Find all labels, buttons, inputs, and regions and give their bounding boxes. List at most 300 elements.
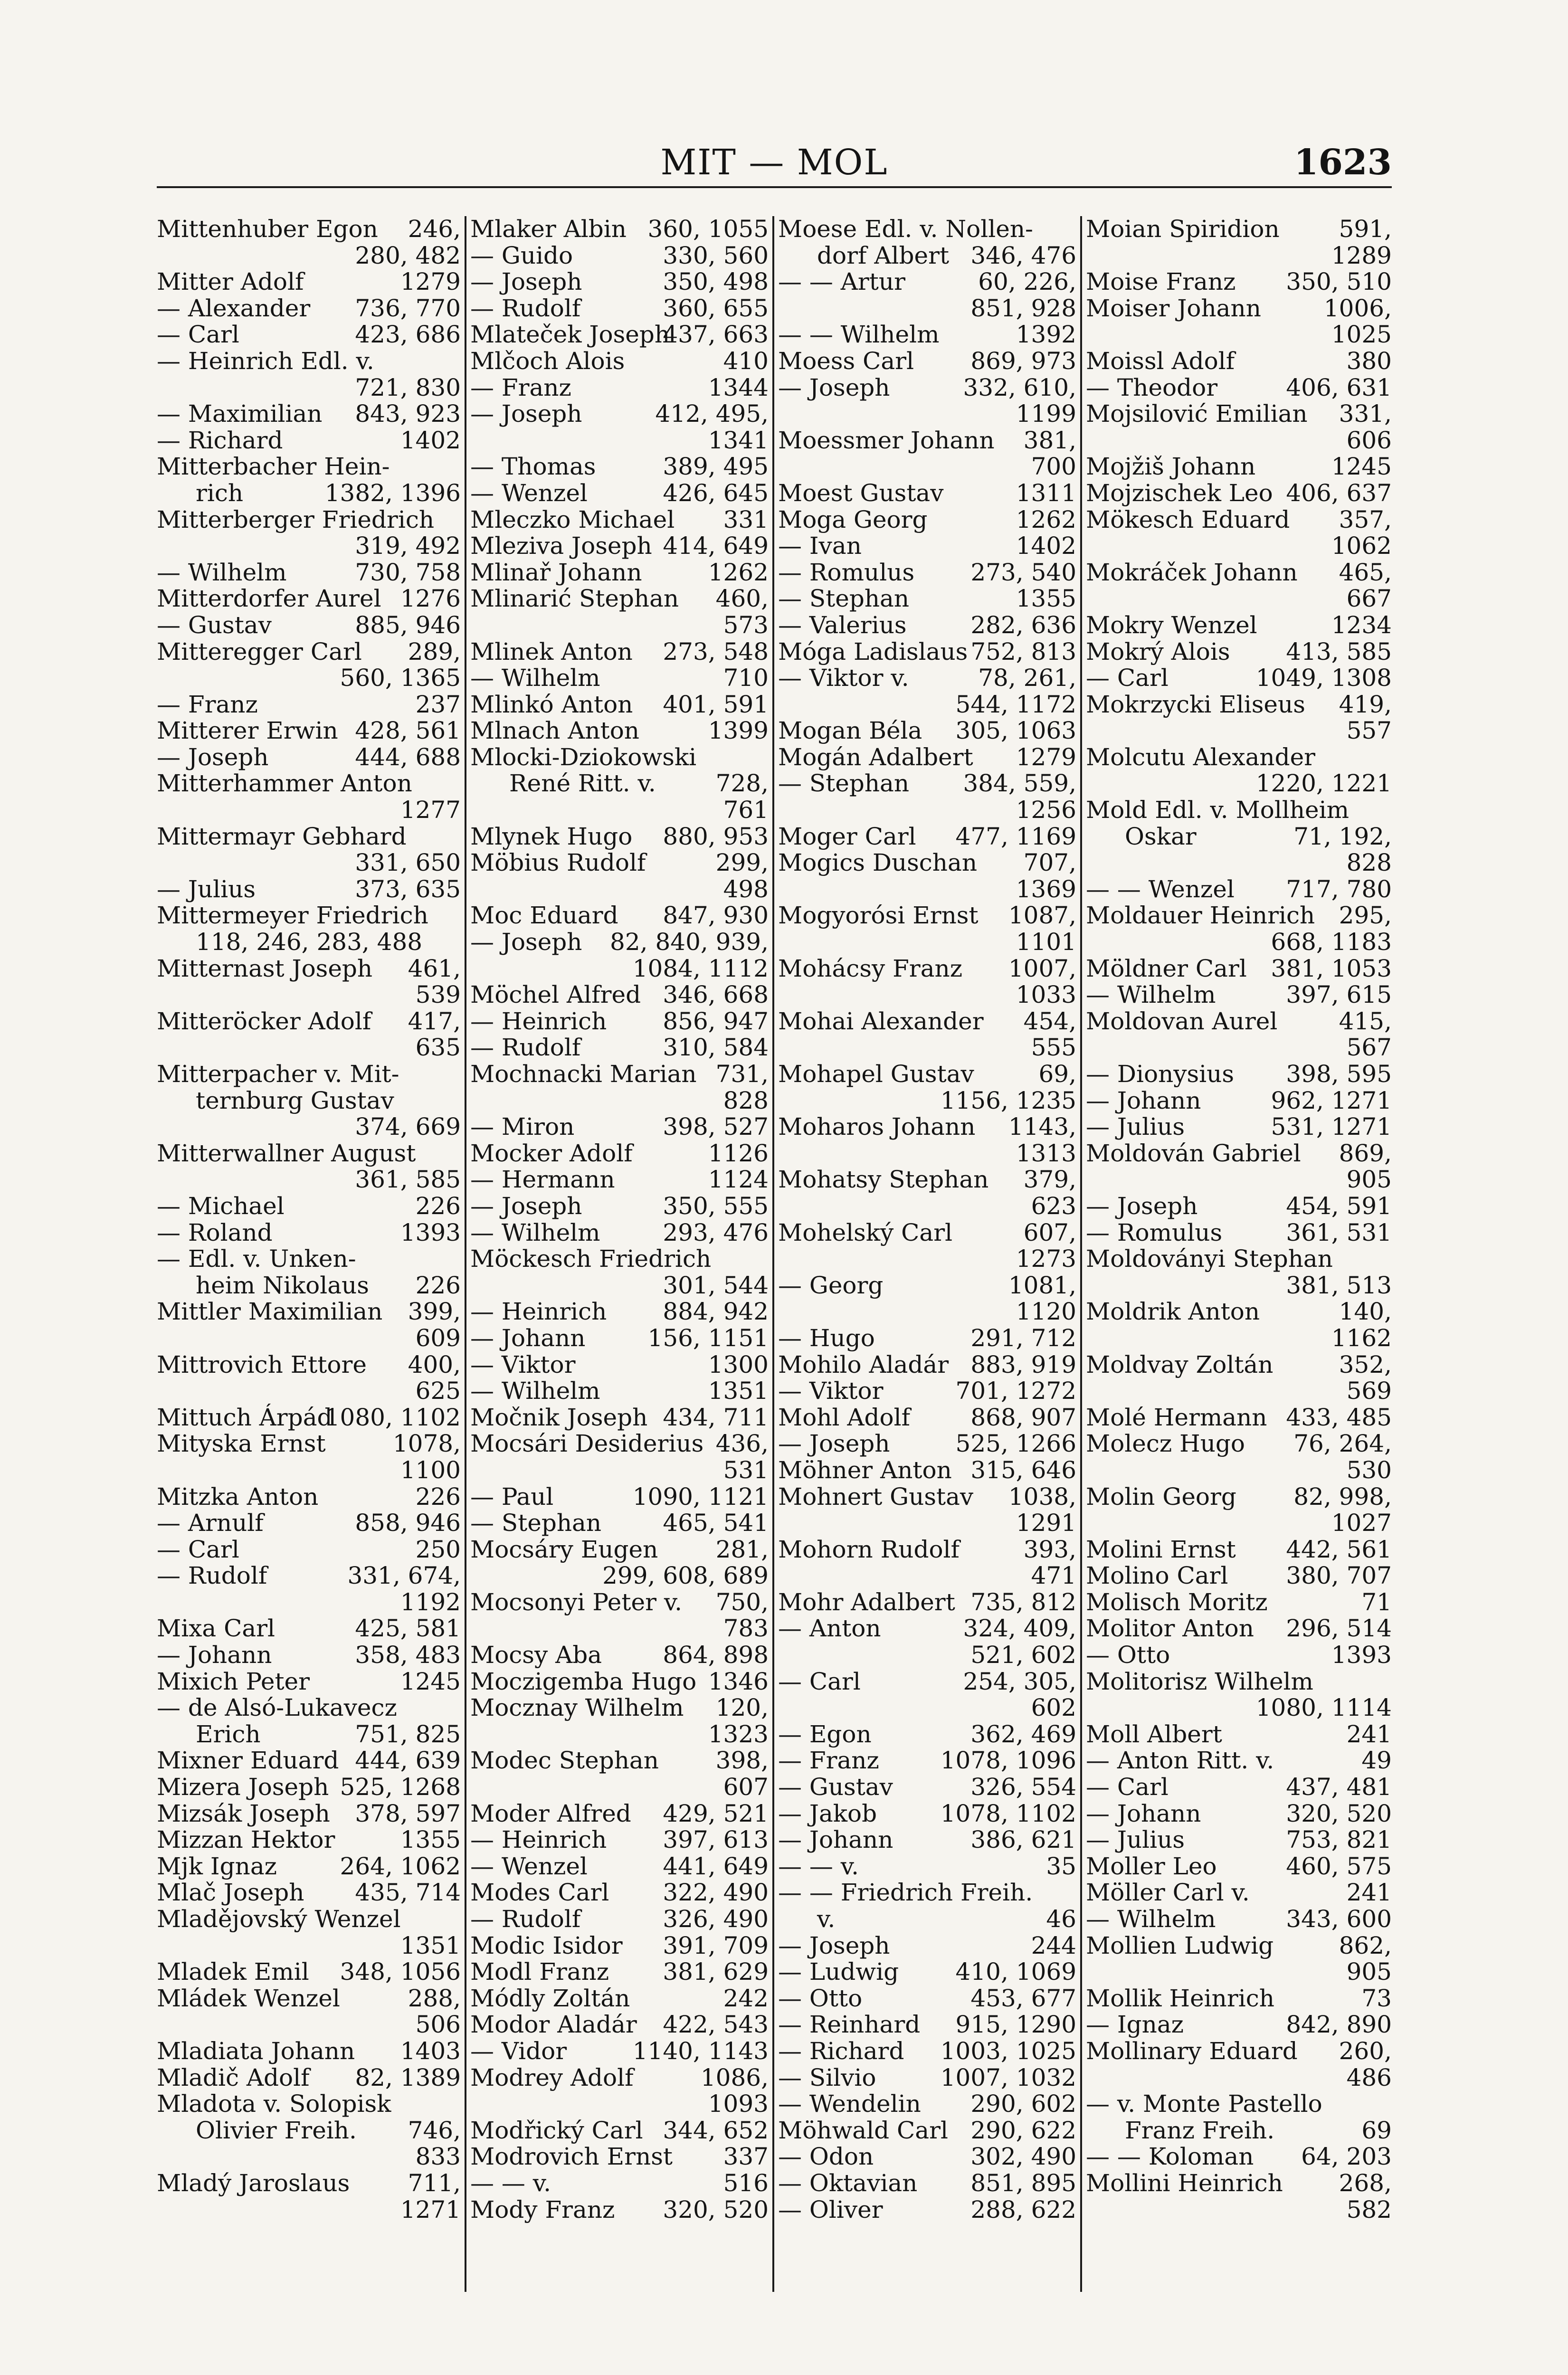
index-entry xyxy=(778,1008,1076,1035)
index-entry xyxy=(1086,2144,1392,2170)
entry-page-refs: 393, xyxy=(1023,1535,1076,1563)
entry-name: Mlaker Albin xyxy=(470,216,627,243)
entry-name: Mokráček Johann xyxy=(1086,558,1298,586)
index-entry xyxy=(1086,1035,1392,1061)
index-entry xyxy=(470,770,769,797)
entry-name: Moharos Johann xyxy=(778,1113,976,1141)
index-entry xyxy=(157,744,461,771)
entry-page-refs: 241 xyxy=(1346,1879,1392,1907)
entry-name: Mlinek Anton xyxy=(470,637,633,665)
entry-name: Mohácsy Franz xyxy=(778,954,963,982)
index-entry xyxy=(1086,1167,1392,1193)
entry-page-refs: 437, 663 xyxy=(663,321,769,349)
entry-name: Mittrovich Ettore xyxy=(157,1350,367,1378)
entry-page-refs: 735, 812 xyxy=(970,1588,1076,1616)
index-entry xyxy=(778,1537,1076,1563)
entry-page-refs: 78, 261, xyxy=(978,664,1076,692)
entry-name: Möckesch Friedrich xyxy=(470,1245,712,1273)
entry-page-refs: 361, 585 xyxy=(355,1166,461,1194)
entry-name: rich xyxy=(196,479,244,507)
entry-page-refs: 506 xyxy=(415,2011,461,2039)
index-entry xyxy=(1086,1325,1392,1352)
entry-name: Módly Zoltán xyxy=(470,1984,630,2012)
index-entry xyxy=(1086,507,1392,533)
entry-page-refs: 833 xyxy=(415,2143,461,2171)
entry-page-refs: 1003, 1025 xyxy=(940,2037,1076,2065)
index-entry xyxy=(470,2144,769,2170)
entry-name: — Wendelin xyxy=(778,2090,921,2118)
index-entry xyxy=(778,1167,1076,1193)
index-entry xyxy=(470,1405,769,1431)
entry-name: Mohai Alexander xyxy=(778,1007,984,1035)
column-divider xyxy=(772,216,774,2292)
entry-name: Móga Ladislaus xyxy=(778,637,968,665)
entry-page-refs: 378, 597 xyxy=(355,1799,461,1827)
entry-page-refs: 226 xyxy=(415,1192,461,1220)
entry-page-refs: 1273 xyxy=(1016,1245,1076,1273)
entry-name: Moldvay Zoltán xyxy=(1086,1350,1273,1378)
entry-name: — Gustav xyxy=(778,1773,893,1801)
entry-page-refs: 1078, xyxy=(392,1430,461,1458)
index-entry xyxy=(157,269,461,295)
entry-page-refs: 380, 707 xyxy=(1286,1562,1392,1590)
entry-page-refs: 381, 513 xyxy=(1286,1271,1392,1299)
entry-name: Mlocki-Dziokowski xyxy=(470,743,697,771)
entry-page-refs: 1262 xyxy=(708,558,769,586)
entry-page-refs: 1256 xyxy=(1016,796,1076,824)
index-entry xyxy=(157,1378,461,1405)
entry-page-refs: 461, xyxy=(408,954,461,982)
entry-name: — Wilhelm xyxy=(1086,1905,1216,1933)
entry-page-refs: 1277 xyxy=(400,796,461,824)
index-entry xyxy=(1086,1008,1392,1035)
index-entry xyxy=(1086,1748,1392,1774)
index-entry xyxy=(1086,560,1392,586)
entry-name: — — Koloman xyxy=(1086,2143,1254,2171)
entry-page-refs: 1393 xyxy=(400,1218,461,1246)
entry-name: Mohatsy Stephan xyxy=(778,1166,989,1194)
entry-name: — Carl xyxy=(157,1535,239,1563)
index-entry xyxy=(778,744,1076,771)
index-entry xyxy=(778,2012,1076,2038)
index-entry xyxy=(778,876,1076,903)
entry-name: — Georg xyxy=(778,1271,884,1299)
index-entry xyxy=(778,2038,1076,2065)
entry-name: Moese Edl. v. Nollen- xyxy=(778,216,1033,243)
index-entry xyxy=(778,216,1076,243)
entry-page-refs: 381, xyxy=(1023,426,1076,454)
entry-page-refs: 290, 622 xyxy=(970,2116,1076,2144)
entry-page-refs: 381, 1053 xyxy=(1271,954,1392,982)
entry-name: Moiser Johann xyxy=(1086,294,1261,322)
entry-page-refs: 319, 492 xyxy=(355,532,461,560)
entry-name: Mocznay Wilhelm xyxy=(470,1694,684,1722)
entry-page-refs: 120, xyxy=(715,1694,769,1722)
entry-page-refs: 226 xyxy=(415,1271,461,1299)
entry-page-refs: 471 xyxy=(1031,1562,1076,1590)
entry-page-refs: 226 xyxy=(415,1482,461,1510)
index-column-2 xyxy=(470,216,769,2292)
entry-page-refs: 299, xyxy=(715,849,769,877)
entry-page-refs: 1311 xyxy=(1016,479,1076,507)
index-entry xyxy=(470,1378,769,1405)
index-entry xyxy=(778,1615,1076,1642)
entry-page-refs: 290, 602 xyxy=(970,2090,1076,2118)
entry-name: v. xyxy=(817,1905,836,1933)
entry-name: Mitter Adolf xyxy=(157,268,304,296)
index-entry xyxy=(778,1669,1076,1695)
entry-page-refs: 1049, 1308 xyxy=(1255,664,1392,692)
entry-name: Möldner Carl xyxy=(1086,954,1247,982)
index-entry xyxy=(1086,902,1392,929)
index-entry xyxy=(157,1510,461,1537)
entry-name: Modl Franz xyxy=(470,1958,609,1986)
entry-page-refs: 322, 490 xyxy=(663,1879,769,1907)
index-entry xyxy=(157,850,461,876)
entry-page-refs: 331, xyxy=(1339,400,1392,428)
entry-page-refs: 1344 xyxy=(708,373,769,401)
entry-page-refs: 442, 561 xyxy=(1286,1535,1392,1563)
index-entry xyxy=(157,1774,461,1801)
entry-name: Möhwald Carl xyxy=(778,2116,948,2144)
index-entry xyxy=(1086,1986,1392,2012)
entry-name: — Wilhelm xyxy=(157,558,287,586)
index-entry xyxy=(470,612,769,639)
index-entry xyxy=(470,348,769,375)
entry-page-refs: 1093 xyxy=(708,2090,769,2118)
index-entry xyxy=(470,1325,769,1352)
entry-name: Möhner Anton xyxy=(778,1456,952,1484)
entry-page-refs: 241 xyxy=(1346,1720,1392,1748)
index-entry xyxy=(1086,1933,1392,1959)
index-entry xyxy=(157,2197,461,2223)
entry-page-refs: 71 xyxy=(1361,1588,1392,1616)
entry-name: — Arnulf xyxy=(157,1509,264,1537)
entry-name: Mokrý Alois xyxy=(1086,637,1230,665)
index-entry xyxy=(778,797,1076,824)
index-entry xyxy=(1086,1906,1392,1933)
index-entry xyxy=(1086,744,1392,771)
entry-page-refs: 273, 540 xyxy=(970,558,1076,586)
entry-page-refs: 350, 555 xyxy=(663,1192,769,1220)
entry-page-refs: 667 xyxy=(1346,585,1392,613)
entry-page-refs: 905 xyxy=(1346,1166,1392,1194)
entry-page-refs: 710 xyxy=(723,664,769,692)
index-entry xyxy=(778,770,1076,797)
entry-name: — Romulus xyxy=(1086,1218,1223,1246)
index-entry xyxy=(470,269,769,295)
entry-page-refs: 242 xyxy=(723,1984,769,2012)
entry-page-refs: 557 xyxy=(1346,717,1392,745)
entry-page-refs: 730, 758 xyxy=(355,558,461,586)
index-entry xyxy=(470,744,769,771)
index-entry xyxy=(1086,718,1392,744)
entry-page-refs: 591, xyxy=(1339,216,1392,243)
index-entry xyxy=(778,533,1076,560)
index-entry xyxy=(470,797,769,824)
index-entry xyxy=(1086,692,1392,718)
entry-page-refs: 1355 xyxy=(1016,585,1076,613)
index-entry xyxy=(470,1431,769,1457)
entry-name: — Joseph xyxy=(470,1192,582,1220)
index-entry xyxy=(1086,454,1392,480)
index-entry xyxy=(470,1061,769,1088)
entry-page-refs: 410, 1069 xyxy=(955,1958,1076,1986)
entry-page-refs: 828 xyxy=(1346,849,1392,877)
entry-page-refs: 268, xyxy=(1339,2169,1392,2197)
index-entry xyxy=(157,1325,461,1352)
entry-page-refs: 380 xyxy=(1346,347,1392,375)
index-entry xyxy=(778,1140,1076,1167)
entry-page-refs: 1120 xyxy=(1016,1298,1076,1326)
entry-name: heim Nikolaus xyxy=(196,1271,369,1299)
index-entry xyxy=(470,295,769,322)
entry-page-refs: 746, xyxy=(408,2116,461,2144)
index-entry xyxy=(470,639,769,665)
entry-page-refs: 397, 615 xyxy=(1286,981,1392,1009)
entry-name: — Joseph xyxy=(157,743,269,771)
index-entry xyxy=(1086,243,1392,269)
entry-name: Mleziva Joseph xyxy=(470,532,652,560)
index-entry xyxy=(470,1669,769,1695)
entry-name: — Franz xyxy=(778,1747,879,1775)
index-entry xyxy=(778,1827,1076,1853)
index-entry xyxy=(157,1853,461,1880)
index-entry xyxy=(470,375,769,401)
entry-page-refs: 331 xyxy=(723,505,769,533)
entry-page-refs: 332, 610, xyxy=(963,373,1076,401)
entry-page-refs: 352, xyxy=(1339,1350,1392,1378)
entry-page-refs: 379, xyxy=(1023,1166,1076,1194)
index-entry xyxy=(778,1801,1076,1827)
entry-page-refs: 717, 780 xyxy=(1286,875,1392,903)
entry-name: Mitterer Erwin xyxy=(157,717,338,745)
index-entry xyxy=(1086,639,1392,665)
index-entry xyxy=(470,322,769,348)
index-entry xyxy=(157,428,461,454)
index-entry xyxy=(470,1615,769,1642)
index-entry xyxy=(470,1801,769,1827)
entry-page-refs: 1101 xyxy=(1016,928,1076,956)
index-entry xyxy=(470,586,769,612)
index-entry xyxy=(778,692,1076,718)
entry-name: Mitternast Joseph xyxy=(157,954,373,982)
entry-page-refs: 883, 919 xyxy=(970,1350,1076,1378)
index-entry xyxy=(157,612,461,639)
index-entry xyxy=(1086,533,1392,560)
index-entry xyxy=(157,982,461,1008)
entry-page-refs: 346, 476 xyxy=(970,241,1076,269)
entry-name: Molin Georg xyxy=(1086,1482,1236,1510)
entry-name: — Odon xyxy=(778,2143,874,2171)
index-entry xyxy=(470,1563,769,1589)
entry-name: Moldrik Anton xyxy=(1086,1298,1260,1326)
entry-name: Mody Franz xyxy=(470,2195,615,2223)
entry-page-refs: 521, 602 xyxy=(970,1641,1076,1669)
entry-name: — Richard xyxy=(778,2037,904,2065)
index-entry xyxy=(157,797,461,824)
entry-page-refs: 851, 895 xyxy=(970,2169,1076,2197)
index-entry xyxy=(470,2038,769,2065)
index-entry xyxy=(470,1853,769,1880)
entry-name: Moissl Adolf xyxy=(1086,347,1235,375)
index-entry xyxy=(157,375,461,401)
entry-name: — Stephan xyxy=(778,585,910,613)
index-entry xyxy=(1086,1589,1392,1616)
index-entry xyxy=(470,718,769,744)
entry-page-refs: 700 xyxy=(1031,453,1076,481)
index-entry xyxy=(1086,1853,1392,1880)
entry-page-refs: 1199 xyxy=(1016,400,1076,428)
index-entry xyxy=(778,1510,1076,1537)
index-entry xyxy=(470,1484,769,1510)
entry-page-refs: 751, 825 xyxy=(355,1720,461,1748)
entry-name: Mitterdorfer Aurel xyxy=(157,585,381,613)
entry-page-refs: 71, 192, xyxy=(1293,822,1392,850)
entry-page-refs: 1100 xyxy=(400,1456,461,1484)
entry-name: Mold Edl. v. Mollheim xyxy=(1086,796,1349,824)
entry-page-refs: 573 xyxy=(723,611,769,639)
index-entry xyxy=(1086,1140,1392,1167)
index-entry xyxy=(157,824,461,850)
entry-page-refs: 880, 953 xyxy=(663,822,769,850)
entry-name: Moga Georg xyxy=(778,505,928,533)
entry-name: — Vidor xyxy=(470,2037,567,2065)
index-entry xyxy=(778,1695,1076,1721)
index-entry xyxy=(157,1405,461,1431)
entry-name: Mojžiš Johann xyxy=(1086,453,1256,481)
entry-page-refs: 384, 559, xyxy=(963,770,1076,798)
index-entry xyxy=(778,1933,1076,1959)
entry-page-refs: 296, 514 xyxy=(1286,1615,1392,1643)
index-entry xyxy=(157,2091,461,2118)
entry-name: 118, 246, 283, 488 xyxy=(196,928,423,956)
entry-name: — Franz xyxy=(470,373,571,401)
column-divider xyxy=(1080,216,1082,2292)
entry-name: Moder Alfred xyxy=(470,1799,631,1827)
entry-page-refs: 1402 xyxy=(400,426,461,454)
index-entry xyxy=(157,665,461,692)
entry-page-refs: 305, 1063 xyxy=(955,717,1076,745)
entry-page-refs: 701, 1272 xyxy=(955,1377,1076,1405)
entry-page-refs: 884, 942 xyxy=(663,1298,769,1326)
entry-page-refs: 915, 1290 xyxy=(955,2011,1076,2039)
entry-page-refs: 869, xyxy=(1339,1139,1392,1167)
entry-page-refs: 398, 595 xyxy=(1286,1060,1392,1088)
entry-name: Mollik Heinrich xyxy=(1086,1984,1274,2012)
entry-name: — Anton xyxy=(778,1615,881,1643)
entry-name: Mitteröcker Adolf xyxy=(157,1007,371,1035)
index-entry xyxy=(157,2170,461,2197)
entry-page-refs: 156, 1151 xyxy=(647,1324,769,1352)
index-entry xyxy=(1086,2065,1392,2091)
entry-name: Mlnach Anton xyxy=(470,717,640,745)
entry-name: Mojsilović Emilian xyxy=(1086,400,1308,428)
entry-page-refs: 254, 305, xyxy=(963,1667,1076,1695)
header-rule xyxy=(157,186,1392,188)
entry-page-refs: 1007, xyxy=(1008,954,1076,982)
entry-page-refs: 516 xyxy=(723,2169,769,2197)
entry-page-refs: 389, 495 xyxy=(663,453,769,481)
entry-page-refs: 237 xyxy=(415,690,461,718)
entry-name: Möller Carl v. xyxy=(1086,1879,1250,1907)
entry-page-refs: 539 xyxy=(415,981,461,1009)
index-entry xyxy=(1086,1880,1392,1906)
index-entry xyxy=(470,665,769,692)
entry-page-refs: 625 xyxy=(415,1377,461,1405)
index-entry xyxy=(1086,982,1392,1008)
entry-page-refs: 1140, 1143 xyxy=(632,2037,769,2065)
entry-page-refs: 736, 770 xyxy=(355,294,461,322)
index-entry xyxy=(778,1959,1076,1986)
entry-page-refs: 358, 483 xyxy=(355,1641,461,1669)
entry-page-refs: 858, 946 xyxy=(355,1509,461,1537)
index-entry xyxy=(157,1193,461,1220)
entry-name: Mlynek Hugo xyxy=(470,822,633,850)
entry-name: — Alexander xyxy=(157,294,311,322)
entry-name: Mizera Joseph xyxy=(157,1773,329,1801)
entry-page-refs: 82, 840, 939, xyxy=(610,928,769,956)
entry-page-refs: 477, 1169 xyxy=(955,822,1076,850)
index-entry xyxy=(470,1827,769,1853)
index-entry xyxy=(778,1986,1076,2012)
index-entry xyxy=(157,639,461,665)
entry-page-refs: 761 xyxy=(723,796,769,824)
entry-name: — Otto xyxy=(1086,1641,1170,1669)
entry-page-refs: 1245 xyxy=(1331,453,1392,481)
index-entry xyxy=(470,2091,769,2118)
index-entry xyxy=(778,1220,1076,1246)
index-entry xyxy=(470,454,769,480)
entry-page-refs: 437, 481 xyxy=(1286,1773,1392,1801)
index-entry xyxy=(470,480,769,507)
entry-name: Molisch Moritz xyxy=(1086,1588,1268,1616)
index-entry xyxy=(157,876,461,903)
index-entry xyxy=(778,1061,1076,1088)
entry-page-refs: 444, 688 xyxy=(355,743,461,771)
entry-page-refs: 310, 584 xyxy=(663,1034,769,1062)
index-entry xyxy=(778,929,1076,956)
entry-name: Mladý Jaroslaus xyxy=(157,2169,350,2197)
entry-name: Moller Leo xyxy=(1086,1852,1217,1880)
index-entry xyxy=(778,1853,1076,1880)
entry-page-refs: 607, xyxy=(1023,1218,1076,1246)
index-entry xyxy=(778,639,1076,665)
index-entry xyxy=(778,1035,1076,1061)
entry-page-refs: 962, 1271 xyxy=(1271,1086,1392,1114)
index-entry xyxy=(157,1801,461,1827)
entry-page-refs: 324, 409, xyxy=(963,1615,1076,1643)
index-entry xyxy=(1086,1537,1392,1563)
index-entry xyxy=(157,1114,461,1140)
index-entry xyxy=(778,1774,1076,1801)
entry-name: Mitterhammer Anton xyxy=(157,770,412,798)
entry-page-refs: 288, 622 xyxy=(970,2195,1076,2223)
entry-page-refs: 69 xyxy=(1361,2116,1392,2144)
entry-page-refs: 1081, xyxy=(1008,1271,1076,1299)
entry-page-refs: 357, xyxy=(1339,505,1392,533)
entry-page-refs: 864, 898 xyxy=(663,1641,769,1669)
entry-name: Mittenhuber Egon xyxy=(157,216,378,243)
entry-page-refs: 1162 xyxy=(1331,1324,1392,1352)
index-entry xyxy=(1086,1457,1392,1484)
entry-page-refs: 246, xyxy=(408,216,461,243)
entry-page-refs: 1313 xyxy=(1016,1139,1076,1167)
entry-page-refs: 1393 xyxy=(1331,1641,1392,1669)
entry-page-refs: 374, 669 xyxy=(355,1113,461,1141)
index-entry xyxy=(157,1457,461,1484)
entry-name: — Ignaz xyxy=(1086,2011,1184,2039)
